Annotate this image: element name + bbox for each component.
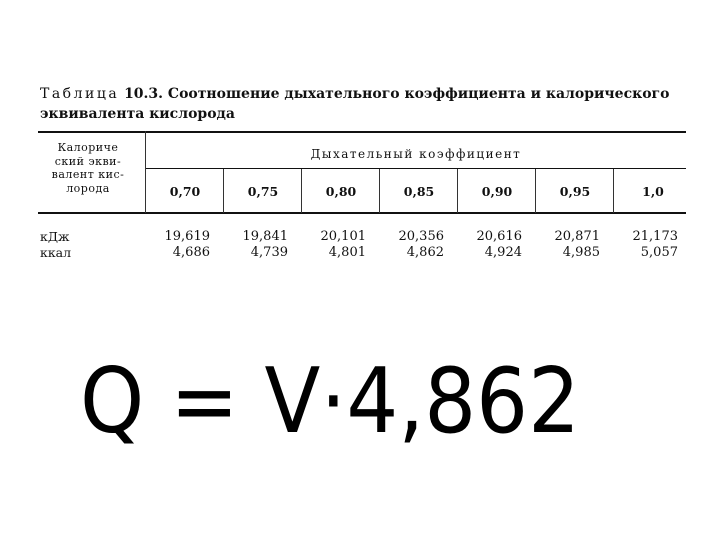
coefficient-header: 0,90 [481, 184, 513, 199]
table-cell: 20,871 [554, 229, 600, 244]
coefficient-header: 0,75 [247, 184, 279, 199]
coefficient-header: 0,80 [325, 184, 357, 199]
row-label-kj: кДж [40, 229, 70, 244]
coefficient-header: 0,95 [559, 184, 591, 199]
table-cell: 4,924 [484, 245, 522, 260]
caption-text: Соотношение дыхательного коэффициента и калорического эквивалента кислорода [40, 86, 670, 122]
table-cell: 21,173 [632, 229, 678, 244]
formula-text: Q = V·4,862 [80, 349, 580, 450]
header-bottom-rule [38, 212, 686, 214]
formula [80, 340, 680, 450]
table-cell: 4,801 [328, 245, 366, 260]
table-top-rule [38, 131, 686, 133]
table-cell: 4,862 [406, 245, 444, 260]
table-cell: 19,619 [164, 229, 210, 244]
group-header: Дыхательный коэффициент [310, 147, 522, 161]
stub-header-line: валент кис- [51, 168, 125, 181]
table-cell: 4,686 [172, 245, 210, 260]
stub-header-line: лорода [66, 181, 110, 195]
coefficient-header: 1,0 [642, 184, 664, 199]
table-cell: 20,356 [398, 229, 444, 244]
stub-header-line: ский экви- [54, 154, 122, 168]
table-cell: 19,841 [242, 229, 288, 244]
formula-svg [80, 340, 680, 450]
table-caption [40, 84, 680, 124]
group-header-rule [146, 168, 686, 169]
table-cell: 4,739 [250, 245, 288, 260]
caption-number: 10.3. [124, 86, 164, 102]
row-label-kcal: ккал [40, 245, 72, 260]
table-cell: 20,101 [320, 229, 366, 244]
table-cell: 5,057 [640, 245, 678, 260]
coefficient-header: 0,70 [169, 184, 201, 199]
coefficient-header: 0,85 [403, 184, 435, 199]
stub-header-line: Калориче [57, 141, 119, 154]
stub-divider [145, 131, 146, 213]
caption-lead: Таблица [40, 86, 120, 102]
table-cell: 20,616 [476, 229, 522, 244]
stub-header [38, 141, 138, 195]
table-cell: 4,985 [562, 245, 600, 260]
